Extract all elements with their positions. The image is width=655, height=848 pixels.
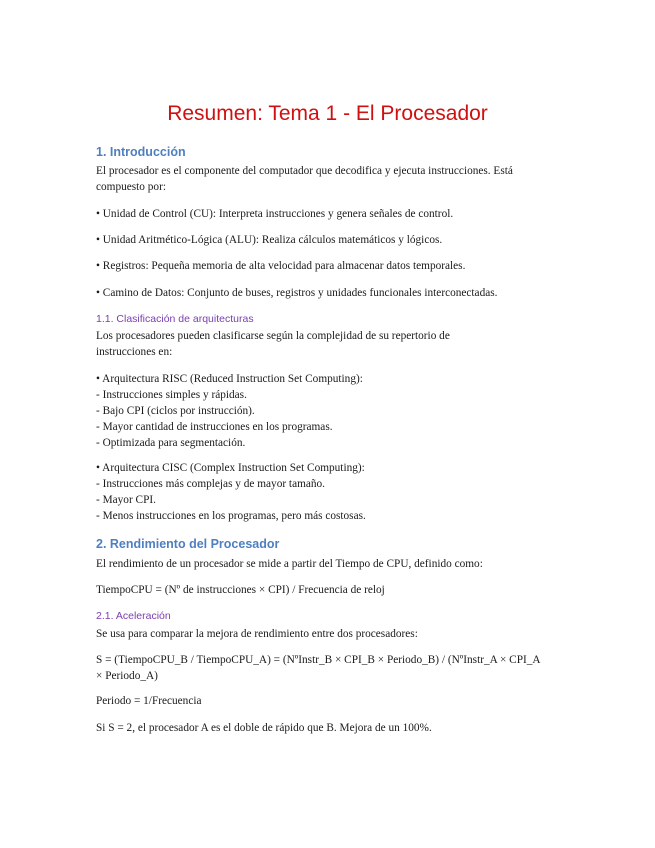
speedup-formula-line1: S = (TiempoCPU_B / TiempoCPU_A) = (NºInstr_B × CPI_B × Periodo_B) / (NºInstr_A × CPI_A bbox=[96, 654, 541, 666]
risc-list bbox=[96, 371, 566, 451]
intro-item-cu: • Unidad de Control (CU): Interpreta instrucciones y genera señales de control. bbox=[96, 208, 454, 220]
intro-text-line2: compuesto por: bbox=[96, 181, 166, 193]
speedup-heading: 2.1. Aceleración bbox=[96, 610, 171, 622]
cisc-item: - Instrucciones más complejas y de mayor tamaño. bbox=[96, 478, 326, 490]
intro-section bbox=[96, 144, 566, 160]
speedup-example: Si S = 2, el procesador A es el doble de rápido que B. Mejora de un 100%. bbox=[96, 722, 432, 734]
cisc-item: - Mayor CPI. bbox=[96, 494, 156, 506]
risc-item: - Optimizada para segmentación. bbox=[96, 437, 246, 449]
classification-text-line1: Los procesadores pueden clasificarse según la complejidad de su repertorio de bbox=[96, 330, 450, 342]
intro-heading: 1. Introducción bbox=[96, 145, 186, 159]
cisc-item: - Menos instrucciones en los programas, pero más costosas. bbox=[96, 510, 366, 522]
intro-item-datapath: • Camino de Datos: Conjunto de buses, registros y unidades funcionales interconectadas. bbox=[96, 287, 498, 299]
classification-heading: 1.1. Clasificación de arquitecturas bbox=[96, 313, 254, 325]
risc-item: - Bajo CPI (ciclos por instrucción). bbox=[96, 405, 255, 417]
period-formula: Periodo = 1/Frecuencia bbox=[96, 695, 202, 707]
cpu-time-formula: TiempoCPU = (Nº de instrucciones × CPI) / Frecuencia de reloj bbox=[96, 584, 385, 596]
intro-item-registers: • Registros: Pequeña memoria de alta velocidad para almacenar datos temporales. bbox=[96, 260, 466, 272]
risc-item: - Mayor cantidad de instrucciones en los programas. bbox=[96, 421, 333, 433]
risc-title: • Arquitectura RISC (Reduced Instruction Set Computing): bbox=[96, 373, 363, 385]
classification-text-line2: instrucciones en: bbox=[96, 346, 173, 358]
intro-item-alu: • Unidad Aritmético-Lógica (ALU): Realiza cálculos matemáticos y lógicos. bbox=[96, 234, 443, 246]
intro-text-line1: El procesador es el componente del computador que decodifica y ejecuta instrucciones. Está bbox=[96, 165, 513, 177]
page-title: Resumen: Tema 1 - El Procesador bbox=[167, 102, 488, 125]
performance-heading: 2. Rendimiento del Procesador bbox=[96, 537, 280, 551]
speedup-formula-line2: × Periodo_A) bbox=[96, 670, 158, 682]
cisc-title: • Arquitectura CISC (Complex Instruction Set Computing): bbox=[96, 462, 365, 474]
speedup-text: Se usa para comparar la mejora de rendimiento entre dos procesadores: bbox=[96, 628, 418, 640]
risc-item: - Instrucciones simples y rápidas. bbox=[96, 389, 247, 401]
performance-text: El rendimiento de un procesador se mide a partir del Tiempo de CPU, definido como: bbox=[96, 558, 483, 570]
cisc-list bbox=[96, 460, 566, 524]
